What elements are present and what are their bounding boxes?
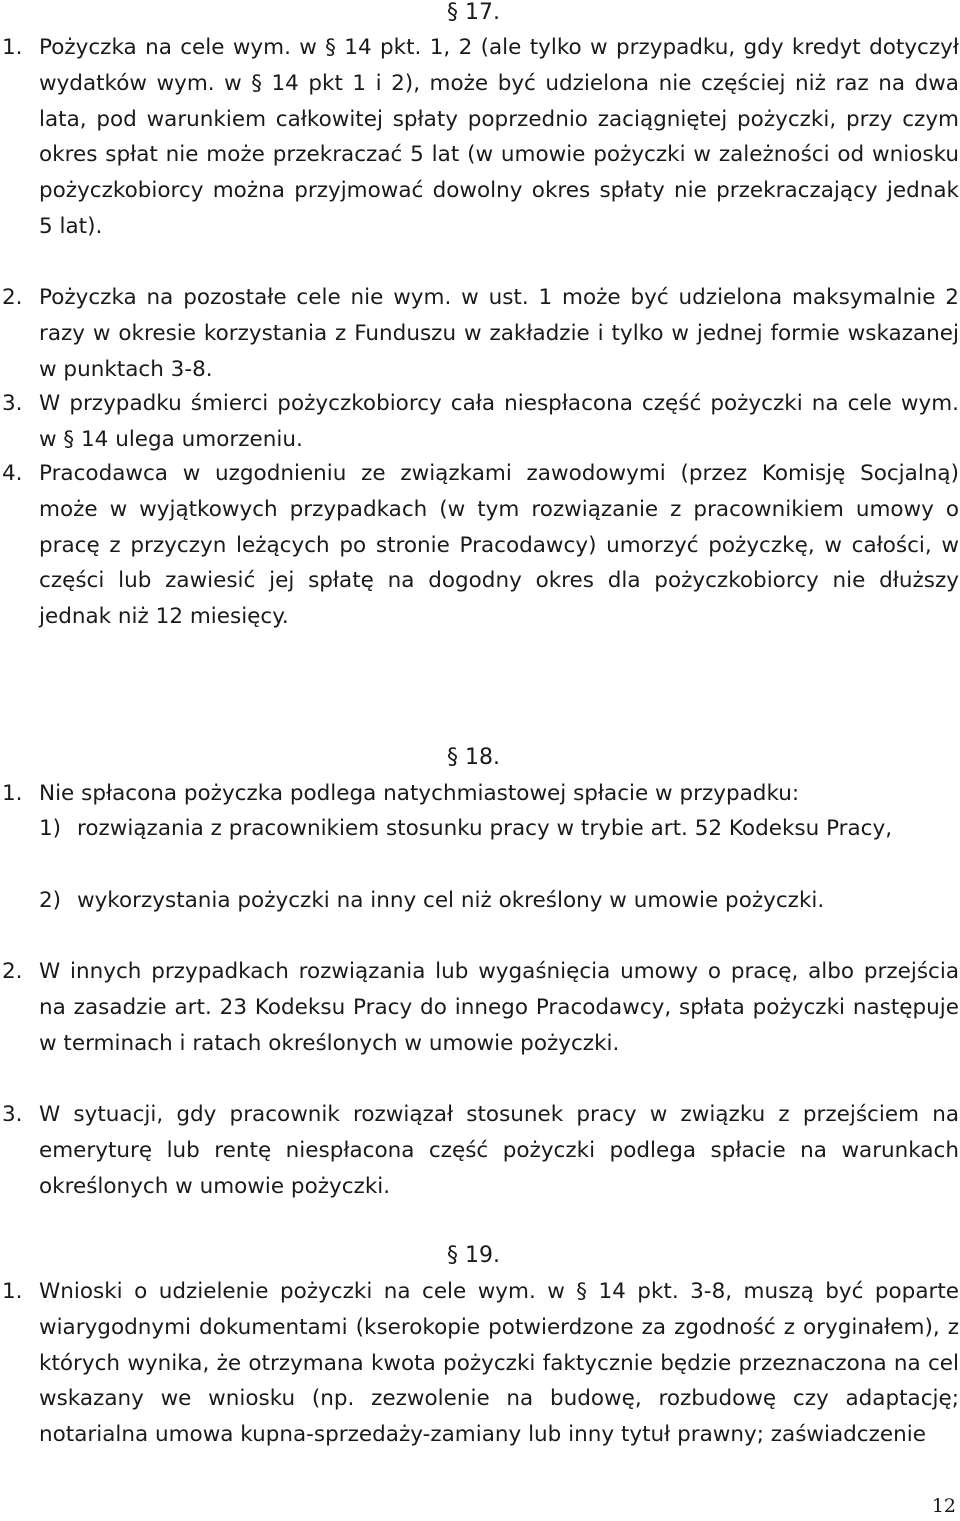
paragraph-18-2 [2,954,959,1061]
section-heading-18: § 18. [447,745,500,770]
paragraph-text: Pożyczka na cele wym. w § 14 pkt. 1, 2 (ale tylko w przypadku, gdy kredyt dotyczył wydatków wym. w § 14 pkt 1 i 2), może być udzielona nie częściej niż raz na dwa lata, pod warunkiem całkowitej spłaty poprzednio zaciągniętej pożyczki, przy czym okres spłat nie może przekraczać 5 lat (w umowie pożyczki w zależności od wniosku pożyczkobiorcy można przyjmować dowolny okres spłaty nie przekraczający jednak 5 lat). [39,35,959,239]
paragraph-number: 1. [2,781,23,806]
paragraph-number: 2. [2,285,23,310]
paragraph-number: 1. [2,35,23,60]
paragraph-17-1 [2,30,959,245]
subpoint-18-1-1 [39,811,959,847]
paragraph-text: Pracodawca w uzgodnieniu ze związkami zawodowymi (przez Komisję Socjalną) może w wyjątkowych przypadkach (w tym rozwiązanie z pracownikiem umowy o pracę z przyczyn leżących po stronie Pracodawcy) umorzyć pożyczkę, w całości, w części lub zawiesić jej spłatę na dogodny okres dla pożyczkobiorcy nie dłuższy jednak niż 12 miesięcy. [39,461,959,630]
paragraph-text: W innych przypadkach rozwiązania lub wygaśnięcia umowy o pracę, albo przejścia na zasadzie art. 23 Kodeksu Pracy do innego Pracodawcy, spłata pożyczki następuje w terminach i ratach określonych w umowie pożyczki. [39,959,959,1056]
subpoint-number: 1) [39,816,62,841]
subpoint-number: 2) [39,888,62,913]
paragraph-number: 3. [2,391,23,416]
paragraph-17-4 [2,456,959,635]
subpoint-text: wykorzystania pożyczki na inny cel niż określony w umowie pożyczki. [77,888,825,913]
paragraph-text: W przypadku śmierci pożyczkobiorcy cała niespłacona część pożyczki na cele wym. w § 14 ulega umorzeniu. [39,391,959,452]
paragraph-18-3 [2,1097,959,1204]
paragraph-18-1 [2,776,959,812]
section-heading-17: § 17. [447,0,500,25]
subpoint-18-1-2 [39,883,959,919]
paragraph-17-3 [2,386,959,458]
paragraph-number: 1. [2,1279,23,1304]
paragraph-number: 3. [2,1102,23,1127]
page-number: 12 [931,1495,956,1517]
paragraph-text: Pożyczka na pozostałe cele nie wym. w ust. 1 może być udzielona maksymalnie 2 razy w okresie korzystania z Funduszu w zakładzie i tylko w jednej formie wskazanej w punktach 3-8. [39,285,959,382]
section-heading-19: § 19. [447,1243,500,1268]
paragraph-text: W sytuacji, gdy pracownik rozwiązał stosunek pracy w związku z przejściem na emeryturę lub rentę niespłacona część pożyczki podlega spłacie na warunkach określonych w umowie pożyczki. [39,1102,959,1199]
paragraph-number: 4. [2,461,23,486]
paragraph-text: Wnioski o udzielenie pożyczki na cele wym. w § 14 pkt. 3-8, muszą być poparte wiarygodnymi dokumentami (kserokopie potwierdzone za zgodność z oryginałem), z których wynika, że otrzymana kwota pożyczki faktycznie będzie przeznaczona na cel wskazany we wniosku (np. zezwolenie na budowę, rozbudowę czy adaptację; notarialna umowa kupna-sprzedaży-zamiany lub inny tytuł prawny; zaświadczenie [39,1279,959,1448]
paragraph-19-1 [2,1274,959,1453]
paragraph-text: Nie spłacona pożyczka podlega natychmiastowej spłacie w przypadku: [39,781,800,806]
paragraph-number: 2. [2,959,23,984]
paragraph-17-2 [2,280,959,387]
subpoint-text: rozwiązania z pracownikiem stosunku pracy w trybie art. 52 Kodeksu Pracy, [77,816,893,841]
